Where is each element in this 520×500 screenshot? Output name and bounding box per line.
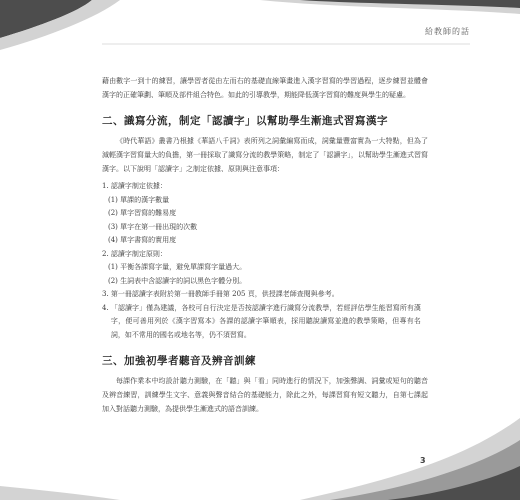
intro-paragraph: 藉由數字一到十的練習，讓學習者從由左而右的基礎直線筆畫進入漢字習寫的學習過程，逐步練習並體會漢字的正確筆劃、筆順及部件組合特色。如此的引導教學，期能降低漢字習寫的難度與學生的疑慮。 bbox=[102, 77, 428, 99]
list-item-text: 平衡各課寫字量，避免單課寫字量過大。 bbox=[120, 263, 247, 271]
list-item-number: 3. bbox=[102, 290, 109, 298]
page-number: 3 bbox=[420, 456, 426, 465]
list-item-text: 生詞表中含認讀字的詞以黑色字體分別。 bbox=[120, 276, 247, 285]
list-sub-item bbox=[108, 194, 428, 208]
list-item-number: (2) bbox=[108, 209, 118, 217]
list-item-text: 認讀字制定原則： bbox=[110, 249, 167, 258]
bottom-left-swoosh bbox=[0, 486, 120, 500]
main-content bbox=[102, 74, 428, 428]
list-item-text: 「認讀字」僅為建議，各校可自行決定是否按認讀字進行識寫分流教學，若經評估學生能習寫所有漢字，便可善用列於《漢字習寫本》各課的認讀字筆順表，採用聽說讀寫並進的教學策略，但專有名詞，如不常用的國名或地名等，仍不須習寫。 bbox=[110, 303, 421, 339]
list-item-text: 單字習寫的難易度 bbox=[120, 209, 177, 217]
section-3-heading-text: 三、加強初學者聽音及辨音訓練 bbox=[102, 355, 256, 367]
section-3-paragraph: 每課作業本中均設計聽力測驗，在「聽」與「看」同時進行的情況下，加強聲調、詞彙或短句的聽音及辨音練習，訓練學生文字、意義與聲音結合的基礎能力，除此之外，每課習寫有短文聽力，自第七課起加入對話聽力測驗，為提供學生漸進式的語音訓練。 bbox=[102, 377, 428, 413]
list-item-number: (3) bbox=[108, 222, 118, 231]
list-item-number: (1) bbox=[108, 263, 118, 271]
list-item-number: (4) bbox=[108, 236, 118, 244]
list-item-text: 單字書寫的實用度 bbox=[120, 236, 177, 244]
list-item-number: 2. bbox=[102, 249, 109, 258]
list-item-text: 單字在第一冊出現的次數 bbox=[120, 222, 198, 231]
section-2-paragraph: 《時代華語》叢書乃根據《華語八千詞》表所列之詞彙編寫而成，詞彙量豐富實為一大特點，但為了減輕漢字習寫量大的負擔，第一冊採取了識寫分流的教學策略，制定了「認讀字」，以幫助學生漸進式習寫漢字。以下說明「認讀字」之制定依據、原則與注意事項： bbox=[102, 137, 428, 173]
list-item bbox=[102, 288, 428, 302]
list-sub-item bbox=[108, 275, 428, 289]
list-sub-item bbox=[108, 207, 428, 221]
section-3-heading bbox=[102, 354, 428, 368]
list-sub-item bbox=[108, 234, 428, 248]
list-item-number: 4. bbox=[102, 303, 109, 312]
list-item-text: 認讀字制定依據： bbox=[110, 182, 167, 190]
section-2-heading bbox=[102, 114, 428, 128]
section-2-heading-text: 二、識寫分流，制定「認讀字」以幫助學生漸進式習寫漢字 bbox=[102, 115, 388, 127]
list-item bbox=[102, 180, 428, 194]
list-item-text: 單課的漢字數量 bbox=[120, 195, 170, 204]
list-item-number: (1) bbox=[108, 195, 118, 204]
list-sub-item bbox=[108, 221, 428, 235]
list-item bbox=[102, 248, 428, 262]
list-sub-item bbox=[108, 261, 428, 275]
list-item-number: 1. bbox=[102, 182, 109, 190]
running-header: 給教師的話 bbox=[425, 27, 470, 36]
section-2-list bbox=[102, 180, 428, 342]
list-item bbox=[102, 302, 428, 343]
list-item-text: 第一冊認讀字表附於第一冊教師手冊第 205 頁，供授課老師查閱與參考。 bbox=[110, 290, 339, 298]
list-item-number: (2) bbox=[108, 276, 118, 285]
